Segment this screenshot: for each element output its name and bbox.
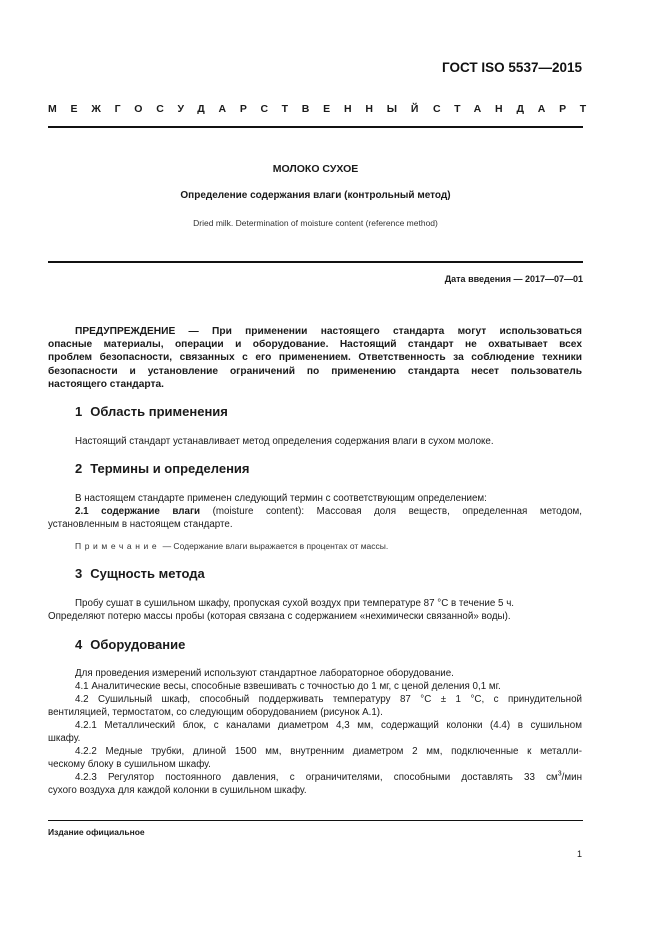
standard-type-word-2: СТАНДАРТ bbox=[433, 103, 600, 115]
section-title: Сущность метода bbox=[90, 566, 205, 581]
introduction-date: Дата введения — 2017—07—01 bbox=[444, 274, 583, 284]
paragraph-line: В настоящем стандарте применен следующий термин с соответствующим определением: bbox=[75, 493, 487, 504]
section-4-text bbox=[48, 667, 582, 797]
warning-line: безопасности и установление ограничений по применению стандарта несет пользователь bbox=[48, 365, 582, 377]
paragraph-line: Определяют потерю массы пробы (которая связана с содержанием «нехимически связанной» воды). bbox=[48, 611, 511, 622]
superscript: 3 bbox=[557, 770, 562, 778]
paragraph-line: 4.2.2 Медные трубки, длиной 1500 мм, внутренним диаметром 2 мм, подключенные к металли- bbox=[75, 746, 582, 757]
paragraph-line: Для проведения измерений используют стандартное лабораторное оборудование. bbox=[75, 668, 454, 679]
warning-paragraph bbox=[48, 325, 582, 391]
line-part: 4.2.3 Регулятор постоянного давления, с ограничителями, способными доставлять 33 см bbox=[75, 772, 558, 783]
document-subtitle: Определение содержания влаги (контрольный метод) bbox=[180, 190, 451, 201]
paragraph-line: 4.1 Аналитические весы, способные взвешивать с точностью до 1 мг, с ценой деления 0,1 мг. bbox=[75, 681, 501, 692]
section-2-text bbox=[48, 492, 582, 531]
section-number: 2 bbox=[75, 461, 83, 476]
section-2-heading bbox=[75, 461, 250, 476]
section-number: 4 bbox=[75, 637, 83, 652]
top-divider bbox=[48, 126, 583, 128]
warning-line: настоящего стандарта. bbox=[48, 378, 164, 390]
line-part: /мин bbox=[561, 772, 582, 783]
warning-line: проблем безопасности, связанных с его применением. Ответственность за соблюдение техники bbox=[48, 352, 582, 364]
page-number: 1 bbox=[576, 849, 582, 859]
section-4-heading bbox=[75, 637, 185, 652]
paragraph-line: ческому блоку в сушильном шкафу. bbox=[48, 759, 211, 770]
section-number: 1 bbox=[75, 404, 83, 419]
section-1-text bbox=[75, 435, 582, 448]
paragraph-line: вентиляцией, термостатом, со следующим оборудованием (рисунок А.1). bbox=[48, 707, 383, 718]
section-title: Область применения bbox=[90, 404, 228, 419]
paragraph-line: Пробу сушат в сушильном шкафу, пропуская сухой воздух при температуре 87 °C в течение 5 ч. bbox=[75, 598, 515, 609]
warning-line: опасные материалы, операции и оборудование. Настоящий стандарт не охватывает всех bbox=[48, 339, 582, 351]
warning-line: ПРЕДУПРЕЖДЕНИЕ — При применении настоящего стандарта могут использоваться bbox=[75, 326, 582, 337]
paragraph-line: шкафу. bbox=[48, 733, 81, 744]
document-title: МОЛОКО СУХОЕ bbox=[272, 163, 359, 175]
term-definition-line bbox=[75, 505, 582, 518]
section-number: 3 bbox=[75, 566, 83, 581]
section-title: Термины и определения bbox=[90, 461, 250, 476]
standard-number: ГОСТ ISO 5537—2015 bbox=[442, 60, 582, 75]
section-3-heading bbox=[75, 566, 205, 581]
paragraph-line: 4.2.1 Металлический блок, с каналами диаметром 4,3 мм, содержащий колонки (4.4) в сушильном bbox=[75, 720, 582, 731]
term-definition: (moisture content): Массовая доля веществ, определенная методом, bbox=[200, 506, 582, 517]
paragraph-line: 4.2 Сушильный шкаф, способный поддерживать температуру 87 °C ± 1 °C, с принудительной bbox=[75, 694, 582, 705]
paragraph-line: Настоящий стандарт устанавливает метод определения содержания влаги в сухом молоке. bbox=[75, 436, 494, 447]
english-title: Dried milk. Determination of moisture content (reference method) bbox=[193, 218, 438, 228]
paragraph-line: установленным в настоящем стандарте. bbox=[48, 519, 233, 530]
paragraph-line bbox=[75, 771, 582, 784]
term-name: 2.1 содержание влаги bbox=[75, 506, 201, 517]
section-3-text bbox=[48, 597, 582, 623]
note bbox=[75, 541, 388, 551]
section-title: Оборудование bbox=[90, 637, 186, 652]
footer-divider bbox=[48, 820, 583, 821]
edition-label: Издание официальное bbox=[48, 827, 145, 837]
section-1-heading bbox=[75, 404, 228, 419]
standard-type-word-1: МЕЖГОСУДАРСТВЕННЫЙ bbox=[48, 103, 433, 115]
paragraph-line: сухого воздуха для каждой колонки в сушильном шкафу. bbox=[48, 785, 307, 796]
title-divider bbox=[48, 261, 583, 263]
note-text: — Содержание влаги выражается в процентах от массы. bbox=[160, 541, 389, 551]
note-label: Примечание bbox=[75, 541, 161, 551]
